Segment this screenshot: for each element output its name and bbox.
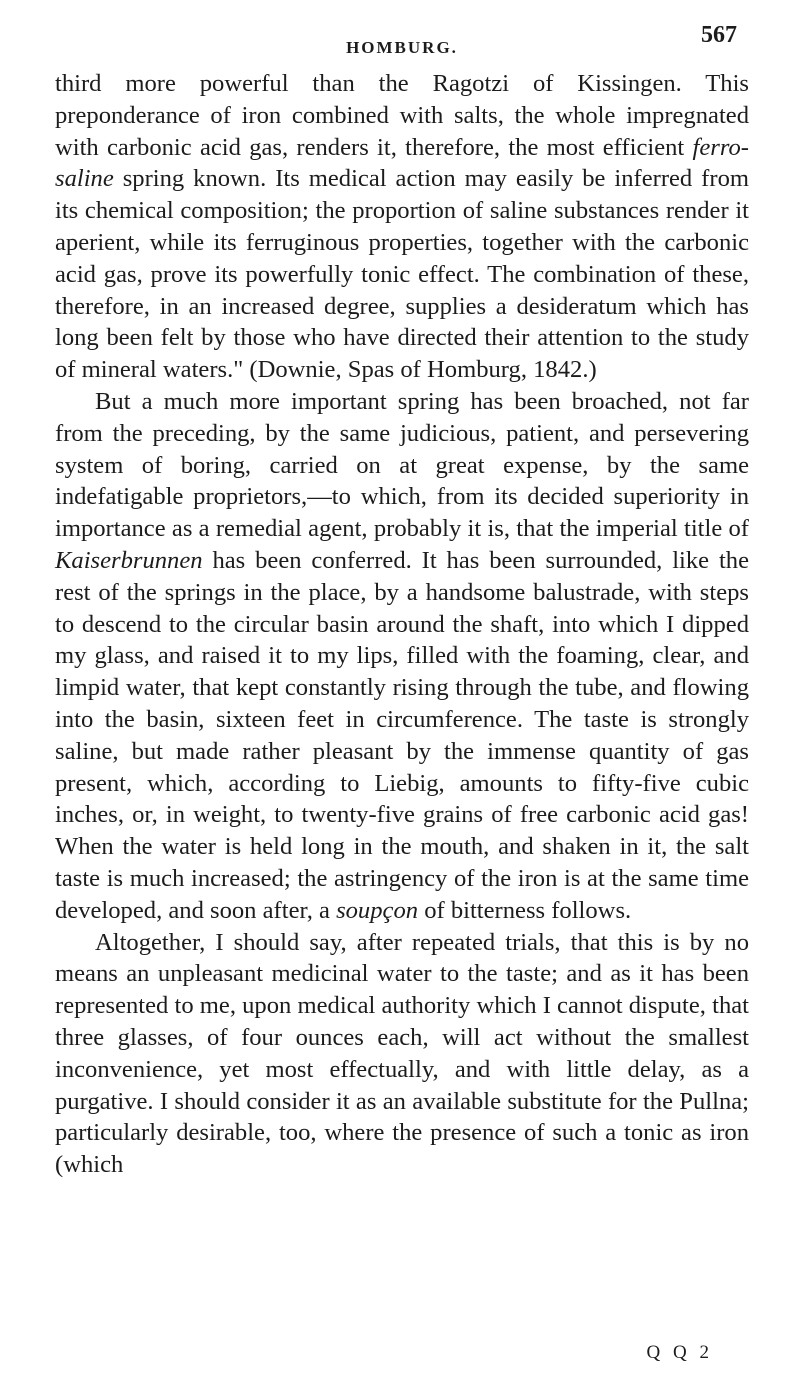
- book-page: [55, 0, 749, 1388]
- running-title: HOMBURG.: [346, 38, 458, 57]
- paragraph-1: [55, 68, 749, 386]
- body-text: [55, 68, 749, 1181]
- paragraph-2-text-a: But a much more important spring has been broached, not far from the preceding, by the same judicious, patient, and persevering system of boring, carried on at great expense, by the same indefatigable proprietors,—to which, from its decided superiority in importance as a remedial agent, probably it is, that the imperial title of: [55, 387, 749, 543]
- running-head: [55, 22, 749, 68]
- page-number: 567: [701, 22, 737, 48]
- paragraph-3-text-a: Altogether, I should say, after repeated trials, that this is by no means an unpleasant medicinal water to the taste; and as it has been represented to me, upon medical authority which I cannot dispute, that three glasses, of four ounces each, will act without the smallest inconvenience, yet most effectually, and with little delay, as a purgative. I should consider it as an available substitute for the Pullna; particularly desirable, too, where the presence of such a tonic as iron (which: [55, 928, 749, 1179]
- paragraph-1-text-b: spring known. Its medical action may easily be inferred from its chemical composition; the proportion of saline substances render it aperient, while its ferruginous properties, together with the carbonic acid gas, prove its powerfully tonic effect. The combination of these, therefore, in an increased degree, supplies a desideratum which has long been felt by those who have directed their attention to the study of mineral waters." (Downie, Spas of Homburg, 1842.): [55, 165, 749, 384]
- italic-term-ferro-saline: ferro-saline: [55, 133, 749, 193]
- italic-term-kaiserbrunnen: Kaiserbrunnen: [55, 546, 203, 574]
- paragraph-1-text-a: third more powerful than the Ragotzi of Kissingen. This preponderance of iron combined with salts, the whole impregnated with carbonic acid gas, renders it, therefore, the most efficient: [55, 70, 749, 161]
- paragraph-2: [55, 386, 749, 927]
- paragraph-2-text-c: of bitterness follows.: [418, 896, 632, 924]
- paragraph-2-text-b: has been conferred. It has been surrounded, like the rest of the springs in the place, by a handsome balustrade, with steps to descend to the circular basin around the shaft, into which I dipped my glass, and raised it to my lips, filled with the foaming, clear, and limpid water, that kept constantly rising through the tube, and flowing into the basin, sixteen feet in circumference. The taste is strongly saline, but made rather pleasant by the immense quantity of gas present, which, according to Liebig, amounts to fifty-five cubic inches, or, in weight, to twenty-five grains of free carbonic acid gas! When the water is held long in the mouth, and shaken in it, the salt taste is much increased; the astringency of the iron is at the same time developed, and soon after, a: [55, 546, 749, 924]
- paragraph-3: [55, 927, 749, 1181]
- italic-term-soupcon: soupçon: [336, 896, 419, 924]
- printer-signature-mark: Q Q 2: [646, 1342, 713, 1363]
